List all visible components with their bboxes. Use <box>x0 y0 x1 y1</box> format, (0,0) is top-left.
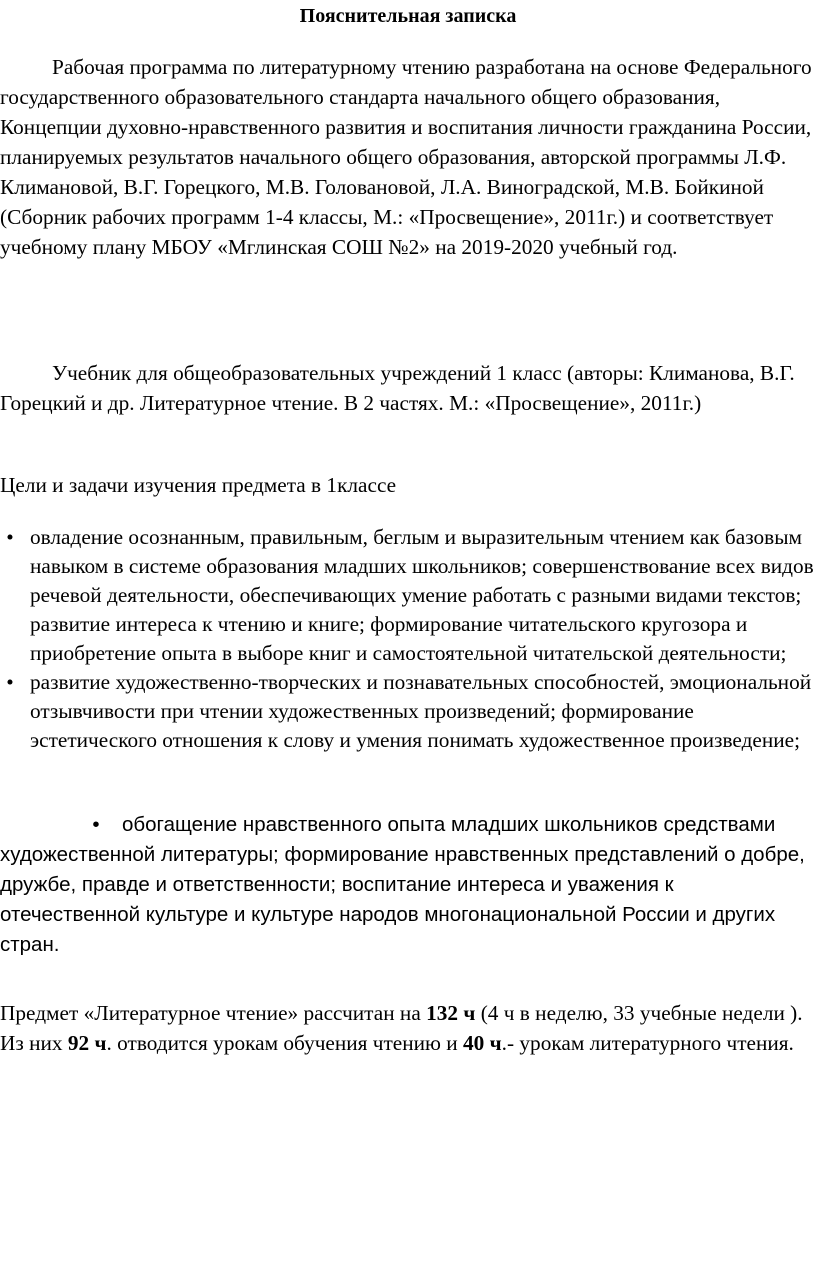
total-hours: 132 ч <box>426 1001 476 1025</box>
hours-text: Предмет «Литературное чтение» рассчитан на <box>0 1001 427 1025</box>
list-item <box>0 523 816 668</box>
goal-text: развитие художественно-творческих и познавательных способностей, эмоциональной отзывчивости при чтении художественных произведений; формирование эстетического отношения к слову и умения понимать художественное произведение; <box>30 670 812 752</box>
document-title: Пояснительная записка <box>299 5 517 27</box>
bullet-icon: • <box>92 813 100 836</box>
textbook-paragraph-text: Учебник для общеобразовательных учреждений 1 класс (авторы: Климанова, В.Г. Горецкий и др. Литературное чтение. В 2 частях. М.: «Просвещение», 2011г.) <box>0 361 795 415</box>
bullet-icon: • <box>6 525 14 549</box>
hours-text: (4 ч в неделю, 33 учебные недели ). Из них <box>0 1001 803 1055</box>
reading-hours: 92 ч <box>67 1031 107 1055</box>
hours-text: .- урокам литературного чтения. <box>501 1031 794 1055</box>
intro-paragraph-text: Рабочая программа по литературному чтению разработана на основе Федерального государственного образовательного стандарта начального общего образования, Концепции духовно-нравственного развития и воспитания личности гражданина России, планируемых результатов начального общего образования, авторской программы Л.Ф. Климановой, В.Г. Горецкого, М.В. Головановой, Л.А. Виноградской, М.В. Бойкиной (Сборник рабочих программ 1-4 классы, М.: «Просвещение», 2011г.) и соответствует учебному плану МБОУ «Мглинская СОШ №2» на 2019-2020 учебный год. <box>0 55 812 259</box>
hours-paragraph <box>0 998 816 1058</box>
goal-third-item <box>0 810 816 960</box>
goals-heading: Цели и задачи изучения предмета в 1классе <box>0 473 397 497</box>
hours-text: . отводится урокам обучения чтению и <box>106 1031 464 1055</box>
literary-hours: 40 ч <box>463 1031 502 1055</box>
bullet-icon: • <box>6 670 14 694</box>
intro-paragraph <box>0 52 816 262</box>
list-item <box>0 668 816 755</box>
goal-text: обогащение нравственного опыта младших школьников средствами художественной литературы; формирование нравственных представлений о добре, дружбе, правде и ответственности; воспитание интереса и уважения к отечественной культуре и культуре народов многонациональной России и других стран. <box>0 813 805 956</box>
goal-text: овладение осознанным, правильным, беглым и выразительным чтением как базовым навыком в системе образования младших школьников; совершенствование всех видов речевой деятельности, обеспечивающих умение работать с разными видами текстов; развитие интереса к чтению и книге; формирование читательского кругозора и приобретение опыта в выборе книг и самостоятельной читательской деятельности; <box>30 525 814 665</box>
textbook-paragraph <box>0 358 816 418</box>
goals-list <box>0 523 816 755</box>
